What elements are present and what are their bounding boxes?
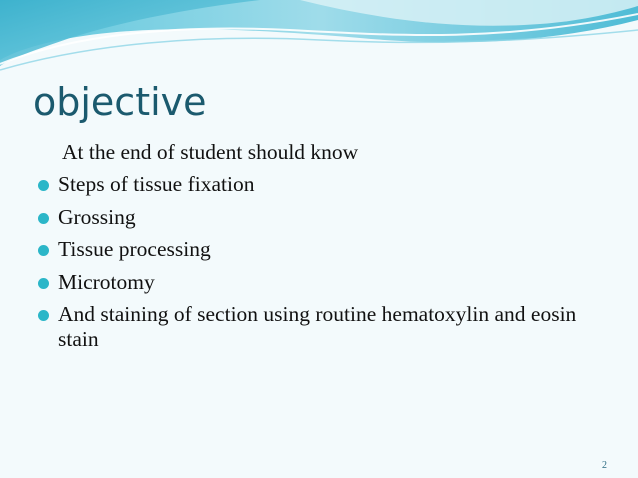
bullet-item <box>38 205 608 230</box>
bullet-item <box>38 172 608 197</box>
bullet-text: Tissue processing <box>58 237 211 261</box>
bullet-text: Grossing <box>58 204 136 229</box>
bullet-item <box>38 270 608 295</box>
bullet-dot-icon <box>38 245 49 256</box>
slide-subtitle: At the end of student should know <box>62 140 359 164</box>
bullet-list <box>38 172 608 360</box>
header-wave-decoration <box>0 0 638 80</box>
bullet-dot-icon <box>38 180 49 191</box>
page-number: 2 <box>602 460 607 471</box>
bullet-dot-icon <box>38 310 49 321</box>
bullet-text: And staining of section using routine hematoxylin and eosin stain <box>58 302 577 351</box>
bullet-dot-icon <box>38 278 49 289</box>
bullet-item <box>38 237 608 262</box>
slide-title: objective <box>33 80 207 124</box>
bullet-text: Steps of tissue fixation <box>58 172 255 196</box>
bullet-item <box>38 302 608 352</box>
bullet-dot-icon <box>38 213 49 224</box>
bullet-text: Microtomy <box>58 269 155 294</box>
